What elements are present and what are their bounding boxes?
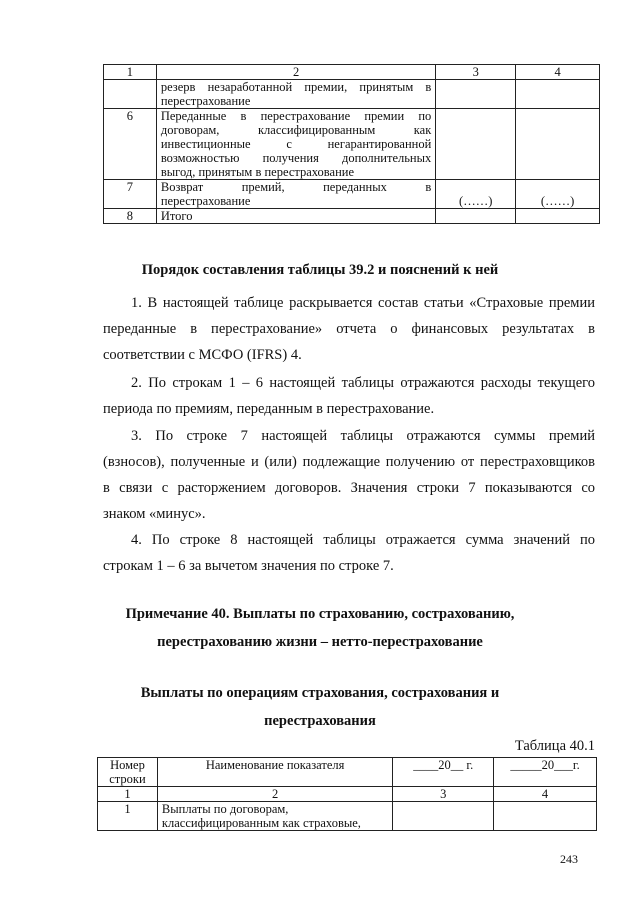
paragraph-line: (взносов), полученные и (или) подлежащие получению от перестраховщиков [103,454,595,470]
row-label-cell [156,180,435,209]
paragraph-line: переданные в перестрахование» отчета о финансовых результатах в [103,321,595,337]
row-number-cell: 7 [104,180,157,209]
table-row [104,209,600,224]
value-cell [516,80,600,109]
note-40-heading-line-2: перестрахованию жизни – нетто-перестрахование [157,634,483,650]
col-index-4: 4 [494,787,597,802]
paragraph-line: 1. В настоящей таблице раскрывается состав статьи «Страховые премии [131,295,595,311]
paragraph-line: строкам 1 – 6 за вычетом значения по строке 7. [103,558,394,574]
section-heading: Порядок составления таблицы 39.2 и пояснений к ней [141,262,499,278]
col-index-2: 2 [157,787,392,802]
table-caption: Таблица 40.1 [514,738,595,754]
col-header-3: 3 [436,65,516,80]
row-number-cell: 6 [104,109,157,180]
col-header-year-2: _____20___г. [494,758,597,787]
row-label-line: резерв незаработанной премии, принятым в [160,80,432,94]
table-row [98,802,597,831]
value-cell [393,802,494,831]
col-header-indicator-name: Наименование показателя [157,758,392,787]
row-label-line: Выплаты по договорам, [161,802,289,816]
paragraph-line: 2. По строкам 1 – 6 настоящей таблицы отражаются расходы текущего [131,375,595,391]
row-label-line: договорам, классифицированным как [160,123,432,137]
paragraph-2 [103,370,595,422]
paragraph-line: 4. По строке 8 настоящей таблицы отражается сумма значений по [131,532,595,548]
page-number: 243 [560,852,578,866]
col-header-2: 2 [156,65,435,80]
table-title-line-2: перестрахования [264,713,376,729]
table-index-row [98,787,597,802]
col-header-1: 1 [104,65,157,80]
col-header-year-1: ____20__ г. [393,758,494,787]
row-label-line: инвестиционные с негарантированной [160,137,432,151]
row-label-cell [157,802,392,831]
value-cell [436,80,516,109]
paragraph-line: знаком «минус». [103,506,206,522]
col-header-4: 4 [516,65,600,80]
row-label-line: Возврат премий, переданных в [160,180,432,194]
row-label-line: выгод, принятым в перестрахование [160,165,355,179]
value-cell [494,802,597,831]
value-cell: (……) [516,180,600,209]
value-cell [516,109,600,180]
col-index-1: 1 [98,787,158,802]
table-row [104,80,600,109]
paragraph-line: в связи с расторжением договоров. Значения строки 7 показываются со [103,480,595,496]
row-label-line: классифицированным как страховые, [161,816,361,830]
paragraph-line: соответствии с МСФО (IFRS) 4. [103,347,302,363]
table-40-1 [97,757,597,831]
row-label-cell: Итого [156,209,435,224]
row-number-cell [104,80,157,109]
row-label-cell [156,80,435,109]
value-cell [436,109,516,180]
table-row [104,180,600,209]
row-number-cell: 8 [104,209,157,224]
value-cell [436,209,516,224]
row-label-cell [156,109,435,180]
table-header-row [104,65,600,80]
table-row [104,109,600,180]
table-39-2-continued [103,64,600,224]
note-40-heading-line-1: Примечание 40. Выплаты по страхованию, сострахованию, [125,606,515,622]
value-cell: (……) [436,180,516,209]
row-label-line: перестрахование [160,194,251,208]
table-header-row [98,758,597,787]
row-number-cell: 1 [98,802,158,831]
row-label-line: возможностью получения дополнительных [160,151,432,165]
col-index-3: 3 [393,787,494,802]
paragraph-4 [103,527,595,579]
paragraph-3 [103,423,595,527]
value-cell [516,209,600,224]
row-label-line: перестрахование [160,94,251,108]
row-label-line: Переданные в перестрахование премии по [160,109,432,123]
paragraph-line: периода по премиям, переданным в перестрахование. [103,401,435,417]
col-header-row-number: Номер строки [98,758,158,787]
table-title-line-1: Выплаты по операциям страхования, сострахования и [140,685,500,701]
paragraph-line: 3. По строке 7 настоящей таблицы отражаются суммы премий [131,428,595,444]
paragraph-1 [103,290,595,368]
